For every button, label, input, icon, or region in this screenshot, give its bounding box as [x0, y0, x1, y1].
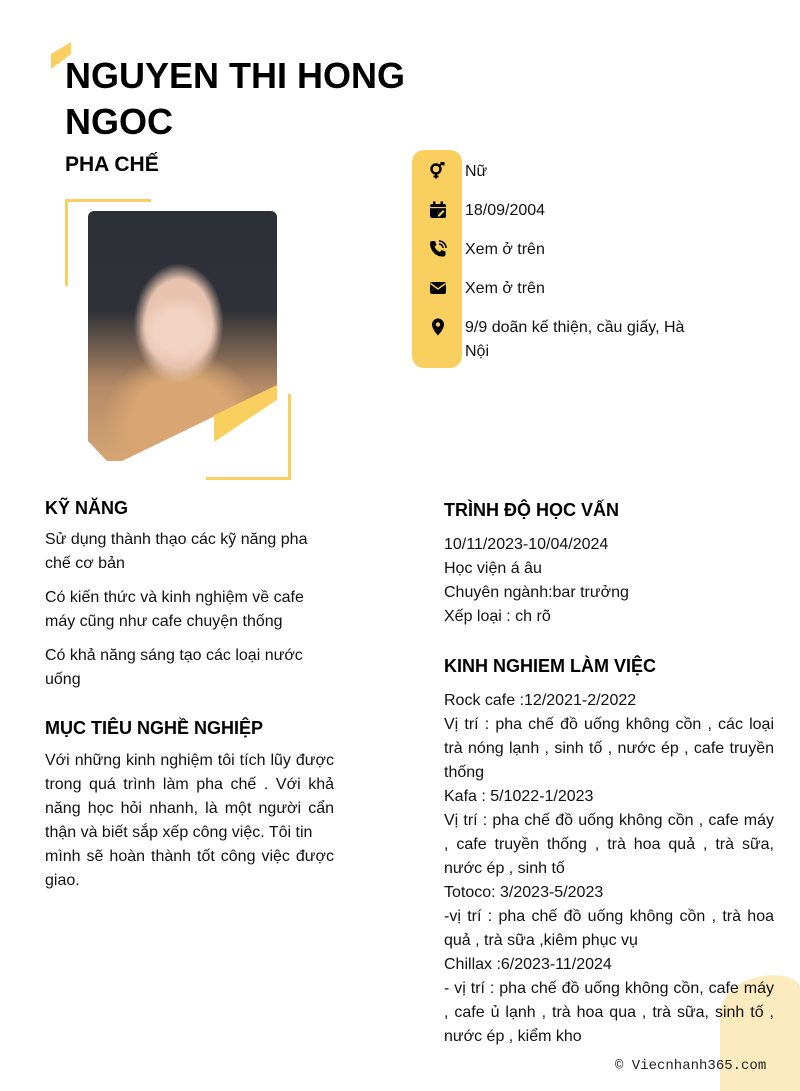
objective-heading: MỤC TIÊU NGHỀ NGHIỆP — [45, 718, 264, 738]
experience-line: Totoco: 3/2023-5/2023 — [444, 884, 604, 901]
education-line: Học viện á âu — [444, 560, 542, 577]
objective-paragraph: mình sẽ hoàn thành tốt công việc được giao. — [45, 848, 334, 889]
skill-item: Có khả năng sáng tạo các loại nước uống — [45, 647, 303, 688]
education-heading: TRÌNH ĐỘ HỌC VẤN — [444, 500, 619, 520]
experience-line: - vị trí : pha chế đồ uống không cồn, cafe máy , cafe ủ lạnh , trà hoa qua , trà sữa, sinh tố , nước ép , kiểm kho — [444, 980, 774, 1045]
contact-value: Xem ở trên — [465, 280, 545, 297]
education-line: 10/11/2023-10/04/2024 — [444, 536, 609, 553]
experience-line: Vị trí : pha chế đồ uống không cồn , cafe máy , cafe truyền thống , trà hoa quả , trà sữa, nước ép , sinh tố — [444, 812, 774, 877]
profile-photo — [88, 211, 277, 461]
email-icon — [429, 279, 447, 297]
skills-section — [45, 498, 335, 692]
candidate-name: NGUYEN THI HONG NGOC — [65, 55, 406, 142]
objective-paragraph: Với những kinh nghiệm tôi tích lũy được trong quá trình làm pha chế . Với khả năng học hỏi nhanh, là một người cẩn thận và biết sắp xếp công việc. Tôi tin — [45, 752, 334, 841]
experience-section — [444, 656, 774, 1049]
experience-heading: KINH NGHIEM LÀM VIỆC — [444, 656, 657, 676]
photo-frame-bottom-h — [206, 477, 291, 480]
contact-value: Nữ — [465, 163, 488, 180]
photo-frame-top-v — [65, 199, 68, 286]
experience-line: Chillax :6/2023-11/2024 — [444, 956, 612, 973]
contact-value: 18/09/2004 — [465, 202, 546, 219]
skill-item: Có kiến thức và kinh nghiệm về cafe máy cũng như cafe chuyện thống — [45, 589, 304, 630]
education-line: Chuyên ngành:bar trưởng — [444, 584, 629, 601]
watermark: © Viecnhanh365.com — [615, 1058, 767, 1074]
experience-line: Vị trí : pha chế đồ uống không cồn , các loại trà nóng lạnh , sinh tố , nước ép , cafe truyền thống — [444, 716, 774, 781]
photo-frame-top-h — [65, 199, 151, 202]
job-title: PHA CHẾ — [65, 153, 159, 176]
experience-line: Rock cafe :12/2021-2/2022 — [444, 692, 637, 709]
skill-item: Sử dụng thành thạo các kỹ năng pha chế cơ bản — [45, 531, 308, 572]
experience-line: Kafa : 5/1022-1/2023 — [444, 788, 594, 805]
location-icon — [429, 318, 447, 336]
gender-icon — [429, 162, 447, 180]
skills-heading: KỸ NĂNG — [45, 498, 129, 518]
contact-value: 9/9 doãn kế thiện, cầu giấy, Hà Nội — [465, 319, 685, 360]
calendar-icon — [429, 201, 447, 219]
contact-value: Xem ở trên — [465, 241, 545, 258]
education-line: Xếp loại : ch rõ — [444, 608, 551, 625]
objective-section — [45, 718, 334, 893]
experience-line: -vị trí : pha chế đồ uống không cồn , trà hoa quả , trà sữa ,kiêm phục vụ — [444, 908, 774, 949]
education-section — [444, 500, 774, 629]
phone-icon — [429, 240, 447, 258]
photo-frame-bottom-v — [288, 394, 291, 480]
